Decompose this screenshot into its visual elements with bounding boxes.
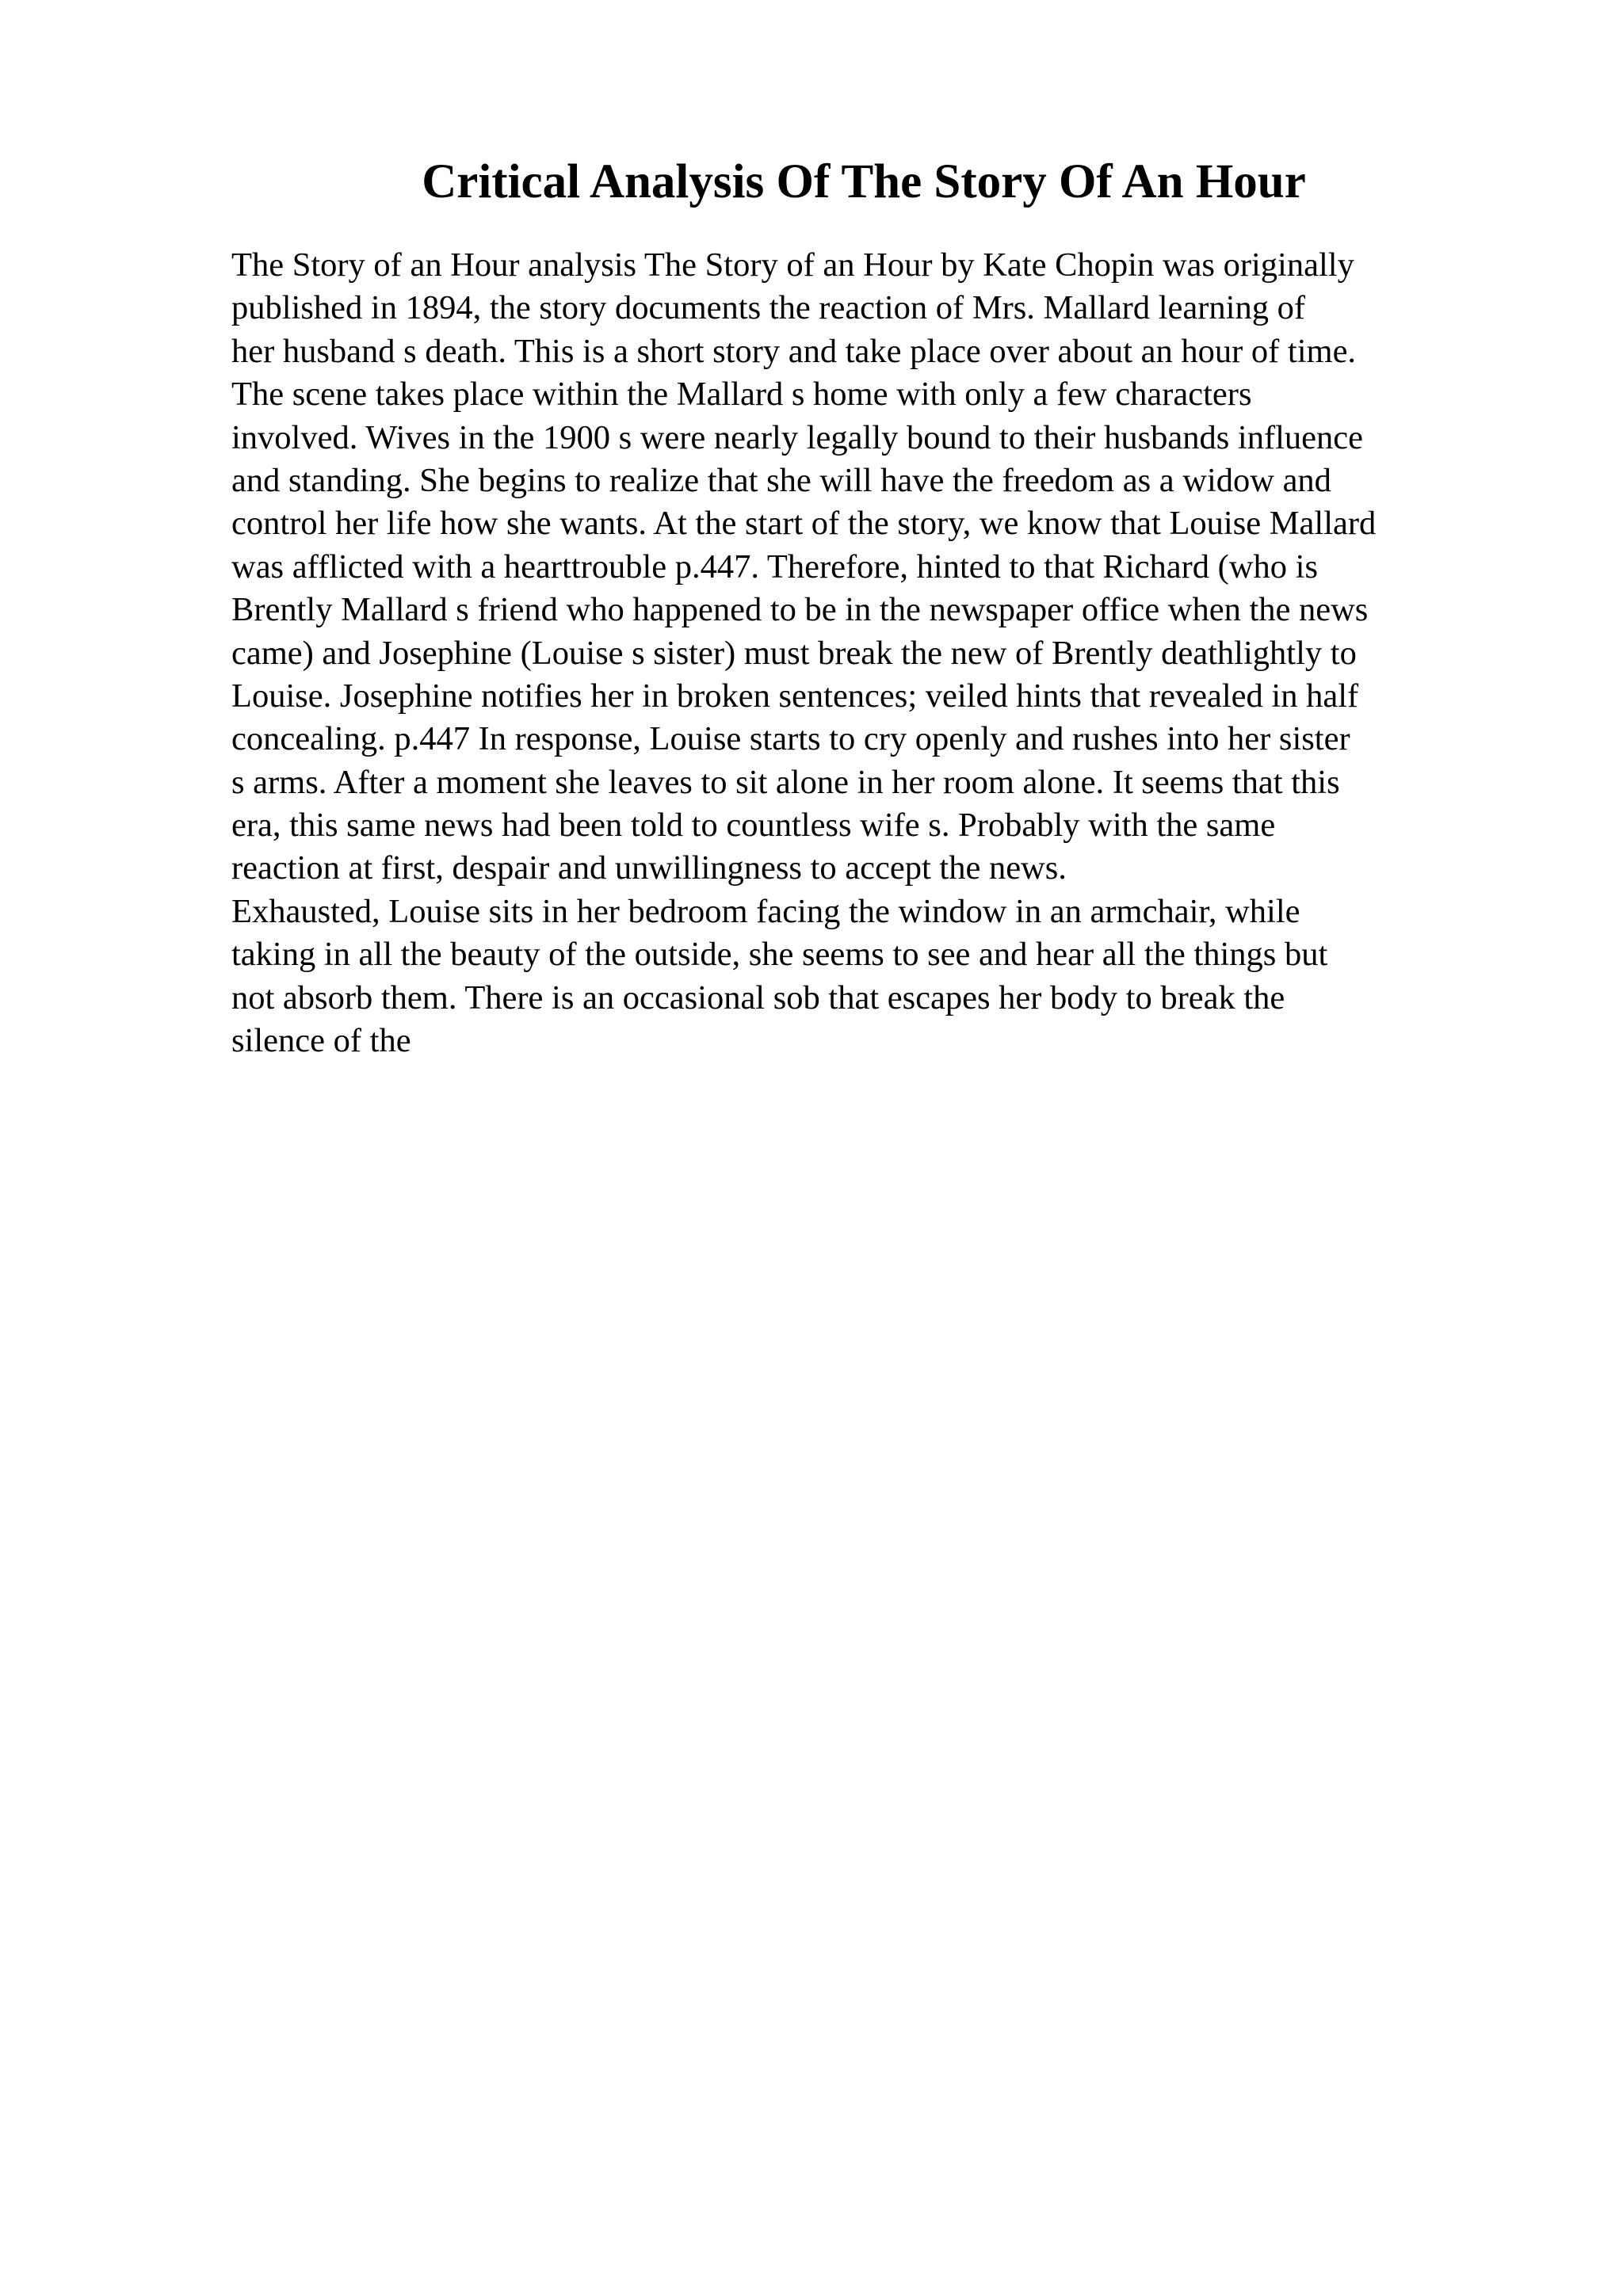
body-line: Brently Mallard s friend who happened to be in the newspaper office when the news — [231, 591, 1369, 629]
body-line: came) and Josephine (Louise s sister) must break the new of Brently deathlightly to — [231, 634, 1357, 672]
body-line: her husband s death. This is a short story and take place over about an hour of time. — [231, 332, 1357, 370]
body-line: control her life how she wants. At the start of the story, we know that Louise Mallard — [231, 505, 1377, 543]
body-line: involved. Wives in the 1900 s were nearly legally bound to their husbands influence — [231, 418, 1364, 456]
body-line: Exhausted, Louise sits in her bedroom facing the window in an armchair, while — [231, 892, 1300, 930]
body-line: not absorb them. There is an occasional sob that escapes her body to break the — [231, 978, 1285, 1016]
document-body — [231, 244, 1531, 1062]
body-line: Louise. Josephine notifies her in broken sentences; veiled hints that revealed in half — [231, 677, 1359, 715]
body-line: The Story of an Hour analysis The Story of an Hour by Kate Chopin was originally — [231, 246, 1354, 284]
document-title: Critical Analysis Of The Story Of An Hour — [422, 155, 1306, 208]
body-line: silence of the — [231, 1022, 411, 1060]
body-line: published in 1894, the story documents the reaction of Mrs. Mallard learning of — [231, 289, 1305, 327]
body-line: s arms. After a moment she leaves to sit alone in her room alone. It seems that this — [231, 763, 1340, 801]
body-line: concealing. p.447 In response, Louise starts to cry openly and rushes into her sister — [231, 720, 1350, 758]
body-line: The scene takes place within the Mallard s home with only a few characters — [231, 376, 1252, 414]
body-line: and standing. She begins to realize that she will have the freedom as a widow and — [231, 461, 1331, 499]
body-line: was afflicted with a hearttrouble p.447. Therefore, hinted to that Richard (who is — [231, 547, 1318, 585]
body-line: era, this same news had been told to countless wife s. Probably with the same — [231, 807, 1276, 845]
body-line: taking in all the beauty of the outside, she seems to see and hear all the things but — [231, 936, 1328, 974]
body-line: reaction at first, despair and unwillingness to accept the news. — [231, 849, 1067, 887]
